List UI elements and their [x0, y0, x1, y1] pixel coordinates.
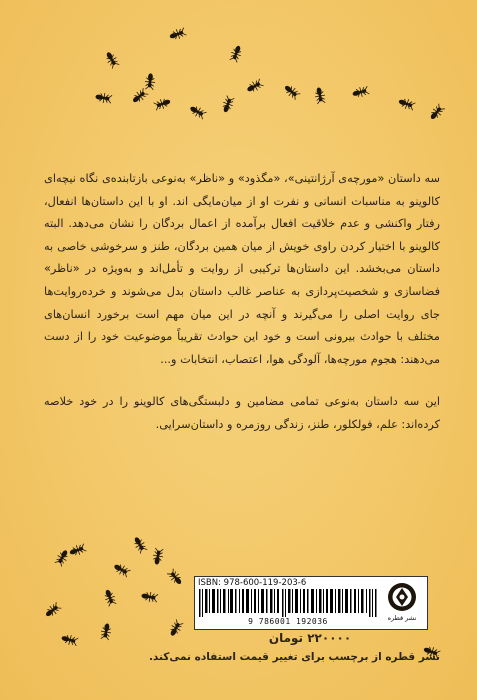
book-description — [44, 168, 440, 437]
barcode-number: 9 786001 192036 — [248, 617, 328, 626]
ant-group-top — [95, 27, 446, 122]
publisher-logo — [381, 580, 423, 626]
price-notice: نشر قطره از برچسب برای تغییر قیمت استفاده نمی‌کند. — [148, 651, 440, 663]
barcode-icon — [199, 589, 377, 617]
isbn-text: ISBN: 978-600-119-203-6 — [198, 578, 307, 588]
description-paragraph-2: این سه داستان به‌نوعی تمامی مضامین و دلبستگی‌های کالوینو را در خود خلاصه کرده‌اند: علم، فولکلور، طنز، زندگی روزمره و داستان‌سرایی. — [44, 395, 440, 431]
isbn-barcode-box — [194, 576, 428, 630]
description-paragraph-1: سه داستان «مورچه‌ی آرژانتینی»، «مگذود» و «ناظر» به‌نوعی بازتابنده‌ی نگاه نیچه‌ای کالوینو به مناسبات انسانی و نفرت او از میان‌مایگی اند. او با این داستان‌ها انفعال، رفتار واکنشی و عدم خلاقیت افعال برآمده از اعمال بردگان را نشان می‌دهد. البته کالوینو با اختیار کردن راوی خویش از میان همین بردگان، طنز و سرخوشی خاصی به داستان می‌بخشد. این داستان‌ها ترکیبی از روایت و تأمل‌اند و به‌ویژه در «ناظر» فضاسازی و شخصیت‌پردازی به عناصر غالب داستان بدل می‌شوند و خرده‌روایت‌ها جای روایت اصلی را می‌گیرند و آنچه در این میان مهم است برخورد انسان‌های مختلف با حوادث بیرونی است و خود این حوادث تقریباً موضوعیت خود را از دست می‌دهند: هجوم مورچه‌ها، آلودگی هوا، اعتصاب، انتخابات و... — [44, 172, 440, 366]
price-label: ۲۲۰۰۰۰ تومان — [268, 631, 352, 645]
publisher-logo-icon — [381, 580, 423, 614]
publisher-logo-label: نشر قطره — [387, 614, 417, 622]
